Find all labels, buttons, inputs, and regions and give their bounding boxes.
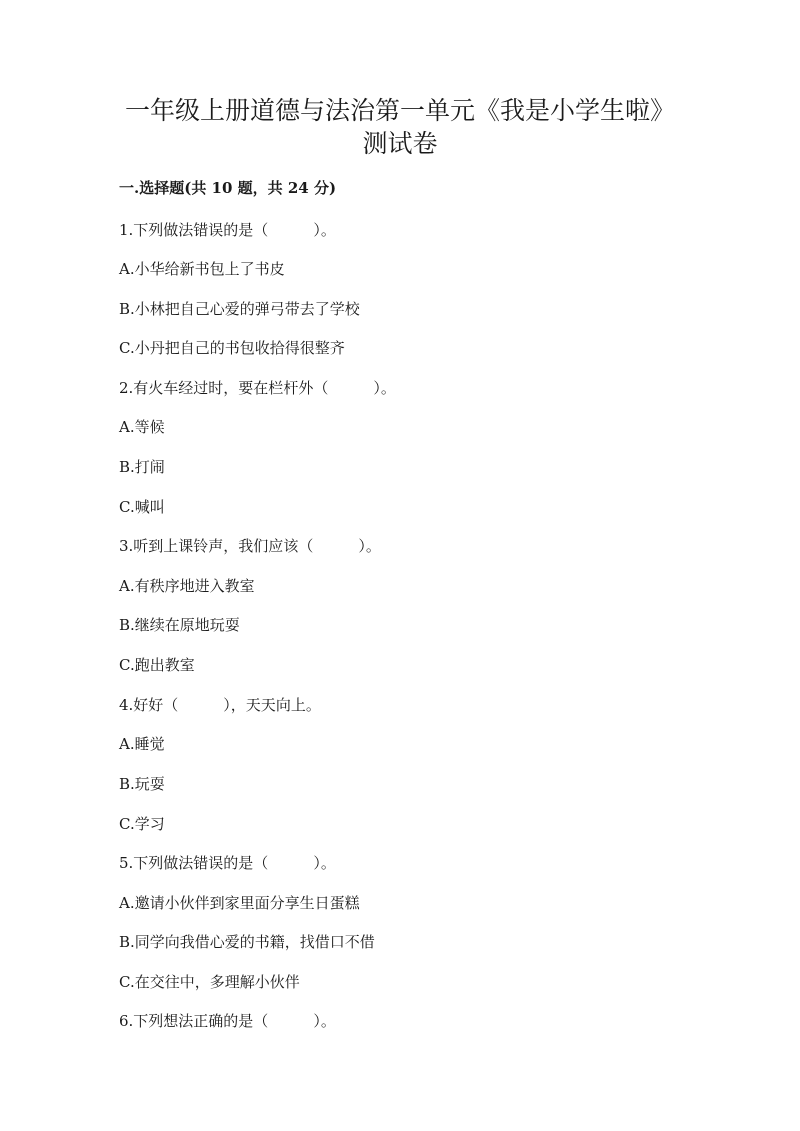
page-title: 一年级上册道德与法治第一单元《我是小学生啦》	[124, 96, 675, 125]
answer-option: B.玩耍	[119, 775, 165, 793]
answer-option: B.打闹	[119, 458, 165, 476]
question-stem: 1.下列做法错误的是（ ）。	[119, 221, 336, 239]
page-subtitle: 测试卷	[362, 129, 438, 158]
question-stem: 4.好好（ ），天天向上。	[119, 696, 321, 714]
answer-option: A.小华给新书包上了书皮	[119, 260, 285, 278]
answer-option: C.跑出教室	[119, 656, 195, 674]
answer-option: A.邀请小伙伴到家里面分享生日蛋糕	[119, 894, 360, 912]
question-stem: 2.有火车经过时，要在栏杆外（ ）。	[119, 379, 396, 397]
section-heading: 一.选择题(共 10 题，共 24 分)	[119, 179, 337, 197]
answer-option: C.喊叫	[119, 498, 165, 516]
question-stem: 5.下列做法错误的是（ ）。	[119, 854, 336, 872]
answer-option: C.学习	[119, 815, 165, 833]
answer-option: C.小丹把自己的书包收拾得很整齐	[119, 339, 345, 357]
answer-option: A.等候	[119, 418, 165, 436]
answer-option: B.小林把自己心爱的弹弓带去了学校	[119, 300, 360, 318]
answer-option: A.睡觉	[119, 735, 165, 753]
answer-option: B.同学向我借心爱的书籍，找借口不借	[119, 933, 375, 951]
question-stem: 6.下列想法正确的是（ ）。	[119, 1012, 336, 1030]
answer-option: C.在交往中，多理解小伙伴	[119, 973, 300, 991]
answer-option: A.有秩序地进入教室	[119, 577, 255, 595]
question-stem: 3.听到上课铃声，我们应该（ ）。	[119, 537, 381, 555]
answer-option: B.继续在原地玩耍	[119, 616, 240, 634]
